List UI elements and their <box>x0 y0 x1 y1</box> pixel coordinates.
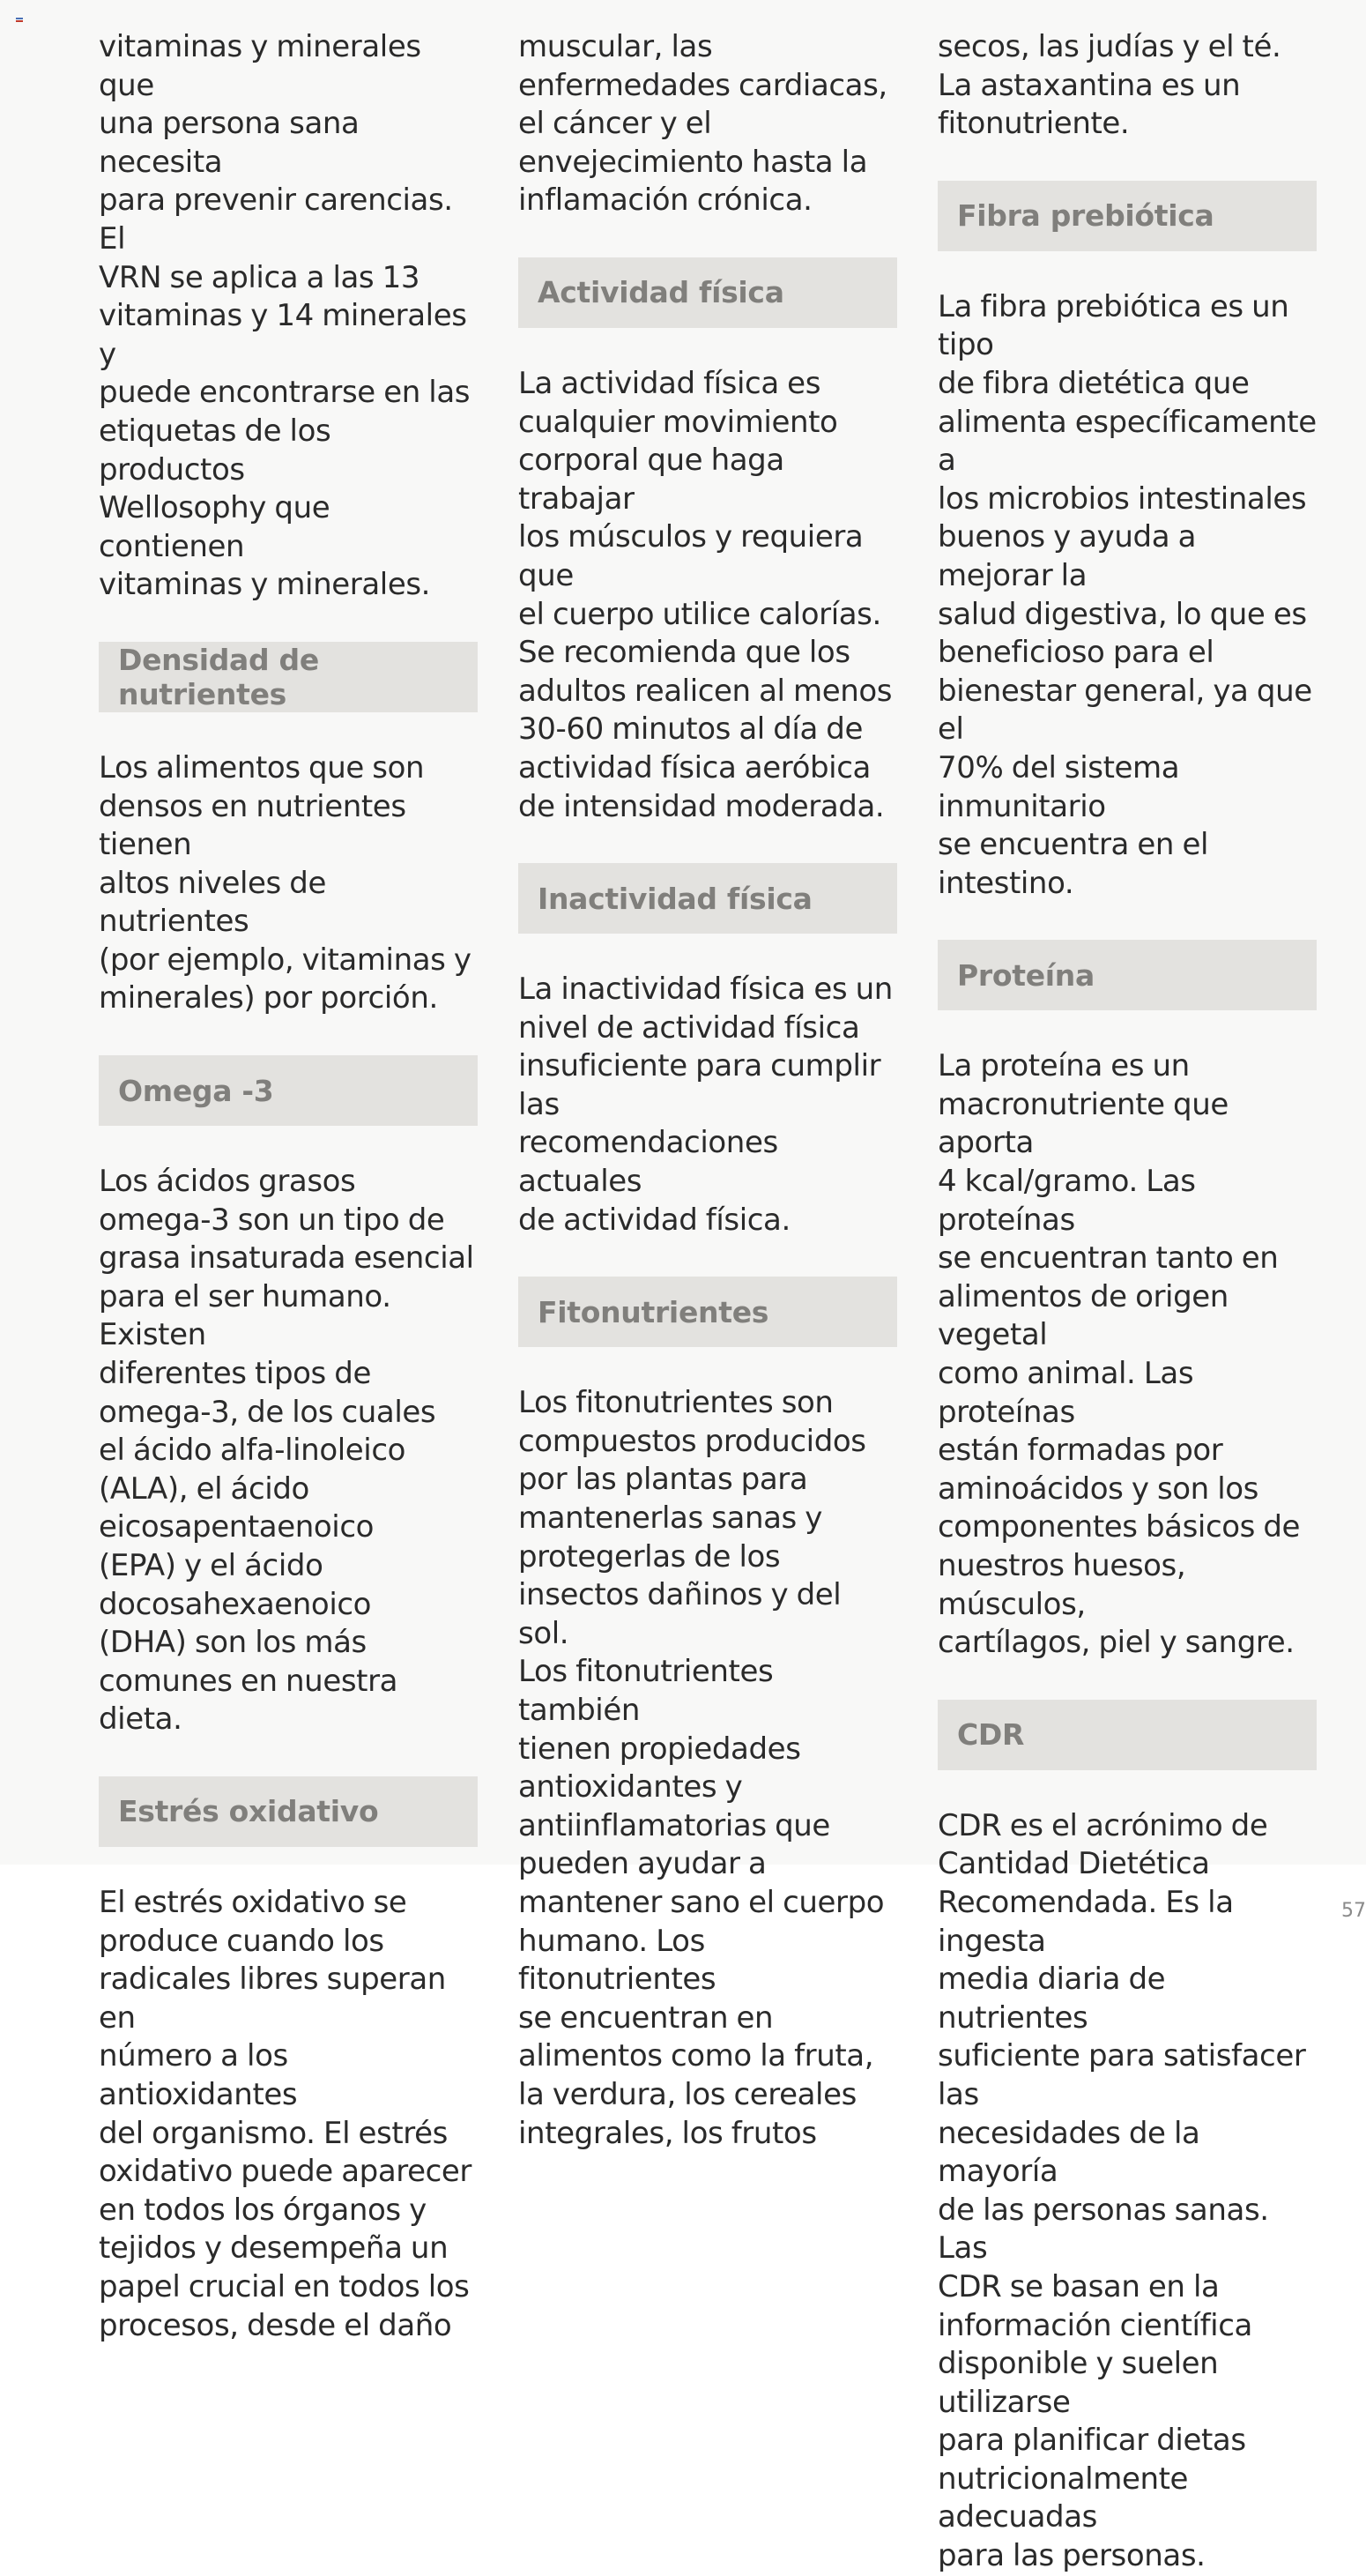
body-paragraph <box>938 288 1317 904</box>
text-line: de las personas sanas. Las <box>938 2192 1269 2267</box>
text-line: 30-60 minutos al día de <box>518 711 863 748</box>
text-line: vitaminas y 14 minerales y <box>99 298 467 372</box>
section-heading: Fitonutrientes <box>518 1277 897 1347</box>
text-line: La proteína es un <box>938 1048 1190 1084</box>
column-3 <box>938 28 1317 2576</box>
text-line: se encuentran en <box>518 1999 774 2036</box>
text-line: La fibra prebiótica es un tipo <box>938 288 1289 363</box>
body-paragraph <box>938 1047 1317 1663</box>
text-line: densos en nutrientes tienen <box>99 788 406 863</box>
text-line: Los alimentos que son <box>99 749 425 785</box>
text-line: se encuentra en el intestino. <box>938 827 1209 901</box>
text-line: para el ser humano. Existen <box>99 1278 391 1353</box>
text-line: integrales, los frutos <box>518 2115 817 2151</box>
text-line: pueden ayudar a <box>518 1846 767 1882</box>
body-paragraph <box>938 28 1317 144</box>
text-line: los músculos y requiera que <box>518 519 864 593</box>
text-line: Los ácidos grasos <box>99 1164 356 1200</box>
text-line: protegerlas de los <box>518 1538 781 1575</box>
body-paragraph <box>99 28 478 605</box>
text-line: Recomendada. Es la ingesta <box>938 1884 1234 1959</box>
section-heading: CDR <box>938 1700 1317 1770</box>
text-line: mantenerlas sanas y <box>518 1500 822 1537</box>
text-line: aminoácidos y son los <box>938 1470 1258 1507</box>
text-line: corporal que haga trabajar <box>518 443 784 517</box>
text-line: produce cuando los <box>99 1923 384 1959</box>
text-line: etiquetas de los productos <box>99 413 331 488</box>
text-line: información científica <box>938 2307 1252 2343</box>
text-line: componentes básicos de <box>938 1509 1301 1545</box>
text-line: insuficiente para cumplir las <box>518 1048 881 1122</box>
text-line: 70% del sistema inmunitario <box>938 749 1180 824</box>
text-line: de actividad física. <box>518 1202 791 1238</box>
text-line: procesos, desde el daño <box>99 2307 452 2343</box>
text-line: buenos y ayuda a mejorar la <box>938 519 1197 593</box>
body-paragraph <box>99 1163 478 1739</box>
text-line: omega-3, de los cuales <box>99 1394 436 1430</box>
text-line: para las personas. <box>938 2538 1206 2574</box>
text-line: del organismo. El estrés <box>99 2115 448 2151</box>
text-line: el cuerpo utilice calorías. <box>518 596 881 632</box>
text-line: Cantidad Dietética <box>938 1846 1210 1882</box>
text-line: compuestos producidos <box>518 1423 866 1459</box>
text-line: radicales libres superan en <box>99 1962 446 2036</box>
text-line: necesidades de la mayoría <box>938 2115 1200 2190</box>
text-line: cualquier movimiento <box>518 404 838 440</box>
text-line: CDR se basan en la <box>938 2268 1220 2304</box>
text-line: en todos los órganos y <box>99 2192 427 2228</box>
text-line: para planificar dietas <box>938 2423 1246 2459</box>
text-line: humano. Los fitonutrientes <box>518 1923 716 1998</box>
text-line: salud digestiva, lo que es <box>938 596 1307 632</box>
text-line: actividad física aeróbica <box>518 749 871 785</box>
text-line: fitonutriente. <box>938 106 1130 142</box>
text-line: (ALA), el ácido <box>99 1470 309 1507</box>
text-line: media diaria de nutrientes <box>938 1962 1166 2036</box>
text-line: recomendaciones actuales <box>518 1125 778 1200</box>
text-line: vitaminas y minerales que <box>99 29 421 103</box>
text-line: docosahexaenoico <box>99 1586 372 1622</box>
text-line: antiinflamatorias que <box>518 1807 830 1843</box>
text-line: tienen propiedades <box>518 1731 801 1767</box>
text-line: diferentes tipos de <box>99 1356 371 1392</box>
text-line: muscular, las <box>518 29 713 64</box>
text-line: la verdura, los cereales <box>518 2076 857 2112</box>
section-heading: Densidad de nutrientes <box>99 642 478 712</box>
text-line: suficiente para satisfacer las <box>938 2038 1306 2112</box>
text-line: altos niveles de nutrientes <box>99 865 326 940</box>
text-line: los microbios intestinales <box>938 480 1307 517</box>
text-line: el ácido alfa-linoleico <box>99 1433 406 1469</box>
text-line: papel crucial en todos los <box>99 2268 470 2304</box>
text-line: de intensidad moderada. <box>518 788 885 824</box>
text-line: inflamación crónica. <box>518 182 813 219</box>
text-line: bienestar general, ya que el <box>938 673 1312 748</box>
text-line: oxidativo puede aparecer <box>99 2154 471 2190</box>
text-line: cartílagos, piel y sangre. <box>938 1625 1295 1661</box>
text-line: nuestros huesos, músculos, <box>938 1548 1186 1622</box>
section-heading: Fibra prebiótica <box>938 181 1317 251</box>
text-line: nutricionalmente adecuadas <box>938 2461 1189 2535</box>
text-line: beneficioso para el <box>938 635 1214 671</box>
body-paragraph <box>518 365 897 826</box>
text-line: tejidos y desempeña un <box>99 2230 449 2267</box>
text-line: CDR es el acrónimo de <box>938 1807 1268 1843</box>
text-line: Los fitonutrientes son <box>518 1385 834 1421</box>
text-line: La actividad física es <box>518 365 821 401</box>
text-line: adultos realicen al menos <box>518 673 893 709</box>
section-heading: Estrés oxidativo <box>99 1776 478 1847</box>
text-line: insectos dañinos y del sol. <box>518 1577 842 1651</box>
text-line: grasa insaturada esencial <box>99 1240 474 1277</box>
section-heading: Inactividad física <box>518 863 897 934</box>
text-line: de fibra dietética que <box>938 365 1250 401</box>
text-line: La inactividad física es un <box>518 972 893 1008</box>
column-2 <box>518 28 897 2153</box>
text-line: disponible y suelen utilizarse <box>938 2346 1219 2420</box>
text-line: VRN se aplica a las 13 <box>99 259 420 295</box>
text-line: como animal. Las proteínas <box>938 1356 1194 1430</box>
text-line: nivel de actividad física <box>518 1009 860 1046</box>
text-line: Los fitonutrientes también <box>518 1654 774 1728</box>
body-paragraph <box>99 1884 478 2345</box>
text-line: 4 kcal/gramo. Las proteínas <box>938 1164 1196 1238</box>
text-line: están formadas por <box>938 1433 1223 1469</box>
text-line: alimentos de origen vegetal <box>938 1278 1229 1353</box>
section-heading: Omega -3 <box>99 1055 478 1126</box>
text-line: por las plantas para <box>518 1462 808 1498</box>
section-heading: Actividad física <box>518 257 897 328</box>
text-line: macronutriente que aporta <box>938 1086 1229 1161</box>
text-line: (DHA) son los más <box>99 1625 367 1661</box>
text-line: minerales) por porción. <box>99 980 438 1016</box>
text-line: secos, las judías y el té. <box>938 29 1281 64</box>
text-line: alimenta específicamente a <box>938 404 1317 479</box>
text-line: una persona sana necesita <box>99 106 360 180</box>
body-paragraph <box>518 28 897 220</box>
text-line: Wellosophy que contienen <box>99 490 330 564</box>
text-line: omega-3 son un tipo de <box>99 1202 445 1238</box>
text-line: La astaxantina es un <box>938 67 1241 103</box>
text-line: el cáncer y el <box>518 106 712 142</box>
body-paragraph <box>518 1384 897 2153</box>
column-1 <box>99 28 478 2345</box>
text-line: El estrés oxidativo se <box>99 1884 407 1920</box>
text-line: (EPA) y el ácido <box>99 1548 323 1583</box>
text-line: eicosapentaenoico <box>99 1509 375 1545</box>
corner-mark-icon <box>16 18 23 23</box>
body-paragraph <box>99 749 478 1018</box>
text-line: se encuentran tanto en <box>938 1240 1279 1277</box>
page-number: 57 <box>1341 1900 1366 1922</box>
text-line: (por ejemplo, vitaminas y <box>99 942 471 978</box>
text-line: envejecimiento hasta la <box>518 144 868 180</box>
text-line: comunes en nuestra dieta. <box>99 1663 398 1738</box>
text-line: mantener sano el cuerpo <box>518 1884 885 1920</box>
section-heading: Proteína <box>938 940 1317 1010</box>
text-line: alimentos como la fruta, <box>518 2038 874 2074</box>
text-line: Se recomienda que los <box>518 635 850 671</box>
body-paragraph <box>938 1807 1317 2576</box>
text-line: vitaminas y minerales. <box>99 567 431 603</box>
text-line: número a los antioxidantes <box>99 2038 298 2112</box>
text-line: para prevenir carencias. El <box>99 182 453 257</box>
body-paragraph <box>518 971 897 1240</box>
text-line: enfermedades cardiacas, <box>518 67 887 103</box>
text-line: antioxidantes y <box>518 1769 743 1805</box>
text-line: puede encontrarse en las <box>99 375 471 411</box>
